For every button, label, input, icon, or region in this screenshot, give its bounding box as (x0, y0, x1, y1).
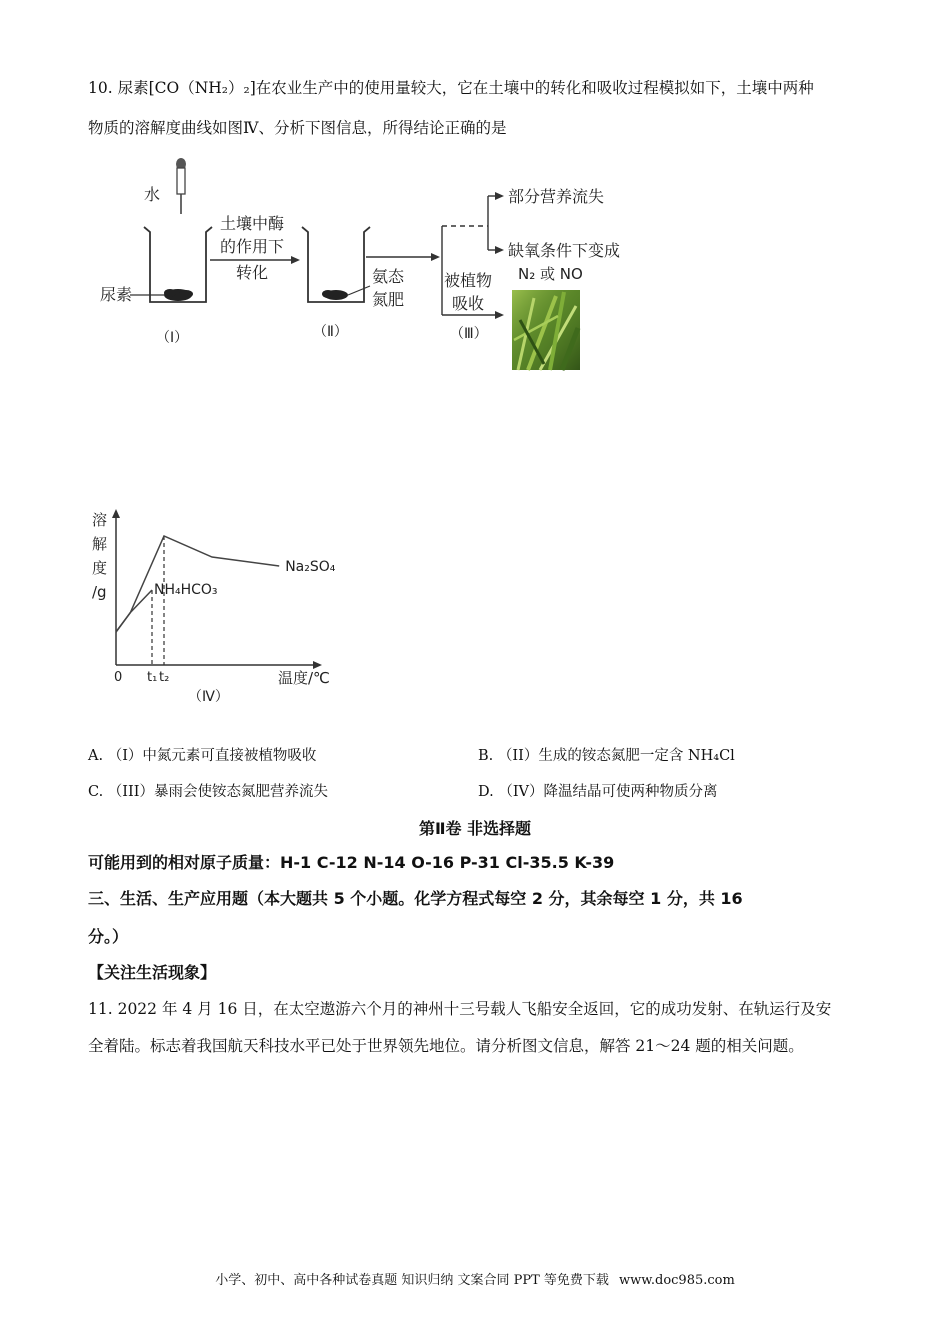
arrow-right-icon (495, 246, 504, 254)
enzyme-label-1: 土壤中酶 (220, 214, 285, 233)
y-axis-label-char: 度 (92, 559, 108, 577)
footer-text: 小学、初中、高中各种试卷真题 知识归纳 文案合同 PPT 等免费下载 (215, 1273, 609, 1288)
water-label: 水 (144, 185, 161, 204)
series-label-0: Na₂SO₄ (285, 559, 336, 575)
enzyme-label-2: 的作用下 (220, 237, 285, 256)
section-2-title: 第Ⅱ卷 非选择题 (418, 819, 532, 838)
option-b: B. （II）生成的铵态氮肥一定含 NH₄Cl (478, 748, 735, 764)
plant-photo (512, 290, 580, 370)
dropper-icon (176, 158, 186, 214)
anoxic-label-1: 缺氧条件下变成 (508, 241, 621, 260)
absorb-label-2: 吸收 (452, 294, 485, 313)
y-axis-label-char: 解 (92, 535, 108, 553)
x-tick-t2: t₂ (159, 670, 170, 685)
atomic-masses: 可能用到的相对原子质量：H-1 C-12 N-14 O-16 P-31 Cl-35.5 K-39 (88, 853, 615, 872)
question-11-line-1: 11. 2022 年 4 月 16 日，在太空遨游六个月的神州十三号载人飞船安全返回，它的成功发射、在轨运行及安 (88, 1000, 832, 1018)
anoxic-label-2: N₂ 或 NO (518, 265, 583, 283)
x-axis-label: 温度/℃ (278, 669, 330, 687)
urea-label: 尿素 (100, 285, 133, 304)
ammonium-label-1: 氨态 (372, 267, 405, 286)
x-tick-t1: t₁ (147, 670, 158, 685)
nutrient-loss-label: 部分营养流失 (508, 187, 605, 206)
urea-flow-diagram (88, 150, 621, 380)
x-axis-arrow-icon (313, 661, 322, 669)
question-11-line-2: 全着陆。标志着我国航天科技水平已处于世界领先地位。请分析图文信息，解答 21～24 题的相关问题。 (88, 1037, 804, 1055)
focus-heading: 【关注生活现象】 (88, 963, 217, 982)
option-d: D. （IV）降温结晶可使两种物质分离 (478, 784, 718, 800)
question-10-line-2: 物质的溶解度曲线如图Ⅳ、分析下图信息，所得结论正确的是 (88, 119, 507, 137)
step-1-label: （Ⅰ） (156, 330, 189, 346)
enzyme-label-3: 转化 (236, 263, 269, 282)
y-axis-label (92, 511, 107, 601)
arrow-right-icon (291, 256, 300, 264)
solubility-chart (88, 505, 388, 710)
section-3-line-1: 三、生活、生产应用题（本大题共 5 个小题。化学方程式每空 2 分，其余每空 1 分，共 16 (88, 889, 743, 908)
absorb-label-1: 被植物 (444, 271, 493, 290)
series-line-1 (116, 590, 152, 632)
option-c: C. （III）暴雨会使铵态氮肥营养流失 (88, 784, 328, 800)
arrow-right-icon (495, 311, 504, 319)
footer-site-link[interactable]: www.doc985.com (619, 1273, 735, 1288)
section-3-line-2: 分。） (88, 927, 129, 946)
series-label-1: NH₄HCO₃ (154, 582, 218, 598)
option-a: A. （Ⅰ）中氮元素可直接被植物吸收 (88, 748, 317, 764)
step-2-label: （Ⅱ） (313, 324, 348, 340)
chart-caption: （Ⅳ） (188, 689, 229, 705)
ammonium-label-2: 氮肥 (372, 290, 405, 309)
origin-label: 0 (114, 670, 123, 685)
arrow-right-icon (431, 253, 440, 261)
y-axis-label-char: /g (92, 583, 107, 601)
y-axis-label-char: 溶 (92, 511, 108, 529)
arrow-right-icon (495, 192, 504, 200)
question-10-line-1: 10. 尿素[CO（NH₂）₂]在农业生产中的使用量较大，它在土壤中的转化和吸收过程模拟如下，土壤中两种 (88, 79, 814, 97)
footer (0, 1269, 950, 1288)
step-3-label: （Ⅲ） (450, 326, 488, 342)
y-axis-arrow-icon (112, 509, 120, 518)
beaker-1-icon (144, 227, 212, 302)
